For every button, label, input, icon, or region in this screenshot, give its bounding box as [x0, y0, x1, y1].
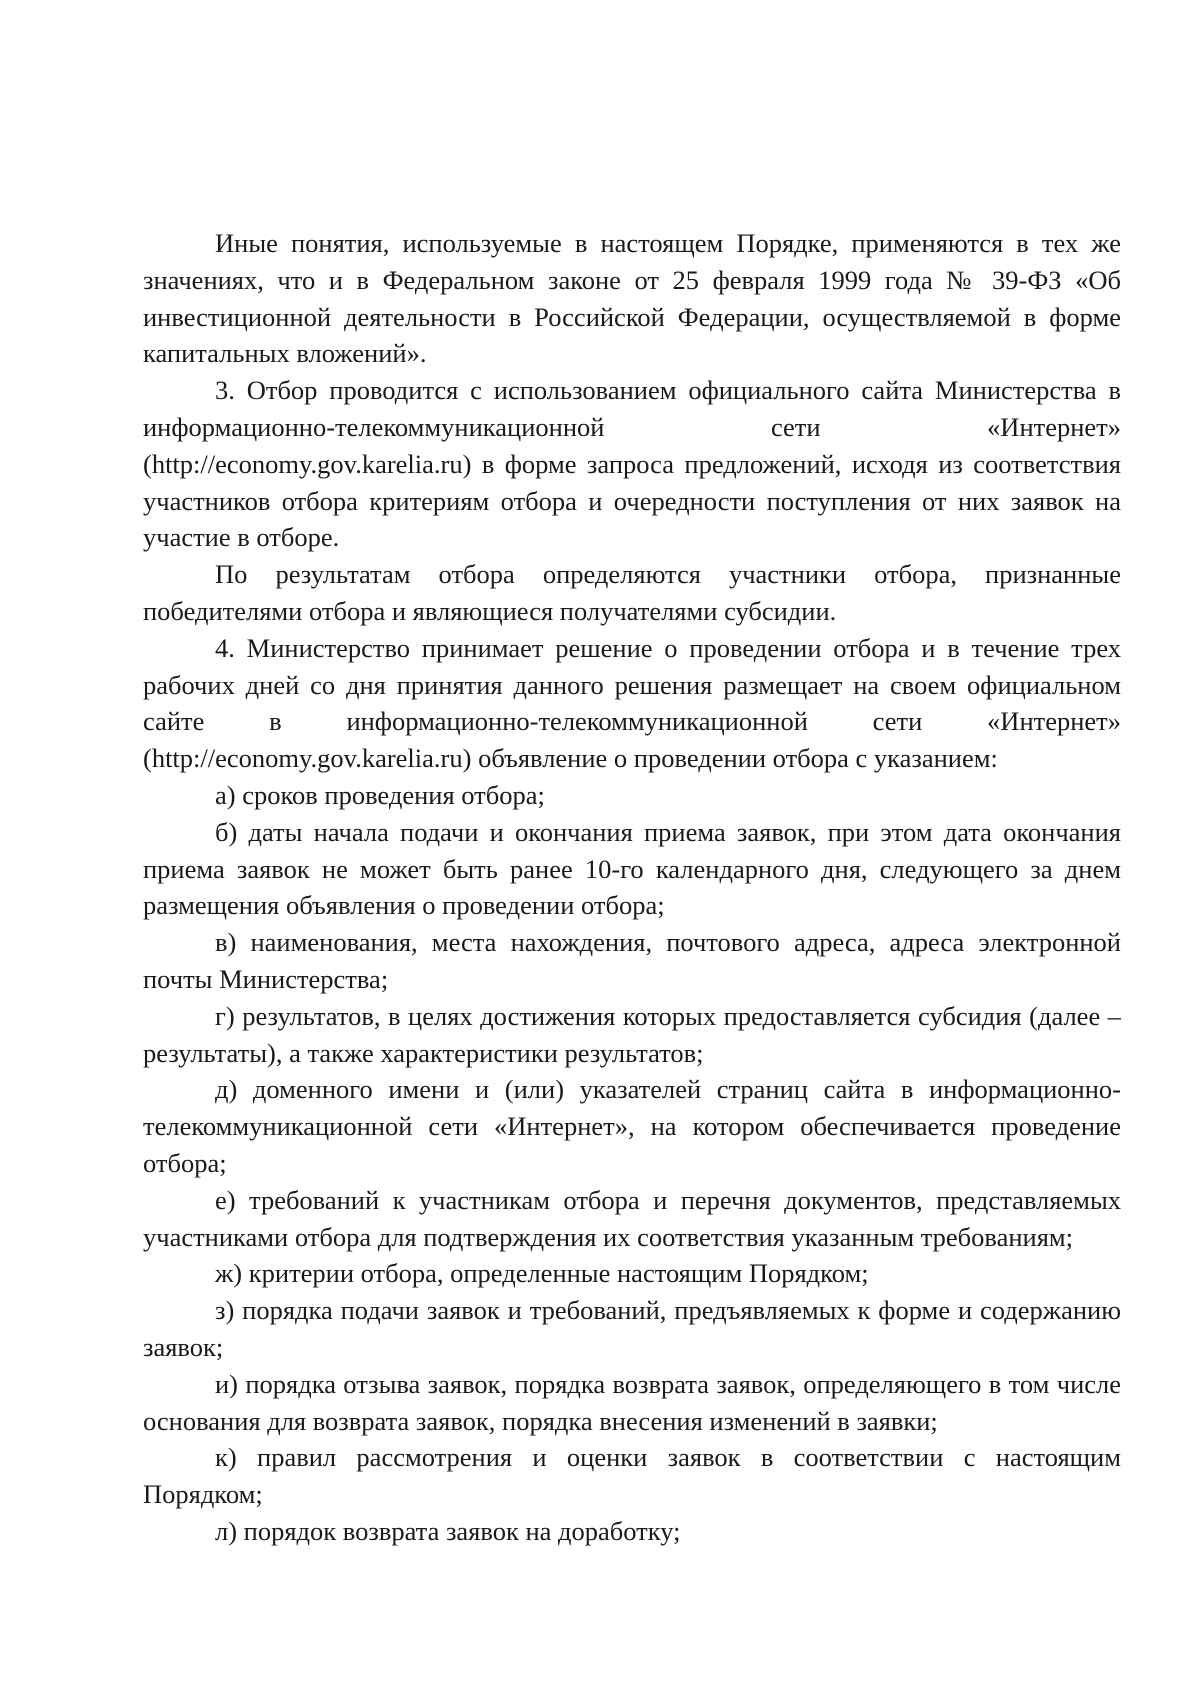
- list-item-i: и) порядка отзыва заявок, порядка возврата заявок, определяющего в том числе основания для возврата заявок, порядка внесения изменений в заявки;: [143, 1368, 1121, 1436]
- list-item-e: е) требований к участникам отбора и перечня документов, представляемых участниками отбора для подтверждения их соответствия указанным требованиям;: [143, 1184, 1121, 1252]
- paragraph-other-terms: Иные понятия, используемые в настоящем Порядке, применяются в тех же значениях, что и в Федеральном законе от 25 февраля 1999 года № 39-ФЗ «Об инвестиционной деятельности в Российской Федерации, осуществляемой в форме капитальных вложений».: [143, 228, 1121, 369]
- list-item-d: д) доменного имени и (или) указателей страниц сайта в информационно-телекоммуникационной сети «Интернет», на котором обеспечивается проведение отбора;: [143, 1074, 1121, 1178]
- list-item-z: з) порядка подачи заявок и требований, предъявляемых к форме и содержанию заявок;: [143, 1295, 1121, 1362]
- list-item-l: л) порядок возврата заявок на доработку;: [215, 1515, 681, 1546]
- list-item-k: к) правил рассмотрения и оценки заявок в соответствии с настоящим Порядком;: [143, 1442, 1121, 1510]
- list-item-b: б) даты начала подачи и окончания приема заявок, при этом дата окончания приема заявок не может быть ранее 10-го календарного дня, следующего за днем размещения объявления о проведении отбора;: [143, 816, 1121, 921]
- paragraph-item-4: 4. Министерство принимает решение о проведении отбора и в течение трех рабочих дней со дня принятия данного решения размещает на своем официальном сайте в информационно-телекоммуникационной сети «Интернет» (http://economy.gov.karelia.ru) объявление о проведении отбора с указанием:: [143, 632, 1121, 774]
- list-item-g: г) результатов, в целях достижения которых предоставляется субсидия (далее – результаты), а также характеристики результатов;: [143, 1000, 1121, 1068]
- list-item-v: в) наименования, места нахождения, почтового адреса, адреса электронной почты Министерства;: [143, 927, 1121, 994]
- paragraph-selection-results: По результатам отбора определяются участники отбора, признанные победителями отбора и являющиеся получателями субсидии.: [143, 559, 1121, 626]
- paragraph-item-3: 3. Отбор проводится с использованием официального сайта Министерства в информационно-телекоммуникационной сети «Интернет» (http://economy.gov.karelia.ru) в форме запроса предложений, исходя из соответствия участников отбора критериям отбора и очередности поступления от них заявок на участие в отборе.: [143, 375, 1121, 553]
- list-item-a: а) сроков проведения отбора;: [215, 779, 545, 810]
- list-item-zh: ж) критерии отбора, определенные настоящим Порядком;: [215, 1258, 869, 1289]
- document-page: [143, 225, 1121, 1550]
